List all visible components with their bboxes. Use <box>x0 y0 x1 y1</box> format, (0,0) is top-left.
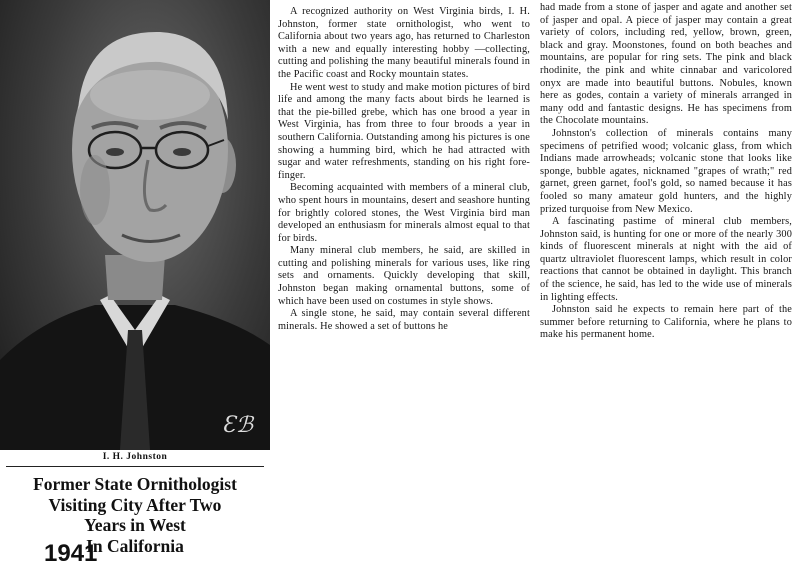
headline-line: Years in West <box>84 515 186 535</box>
article-column-1 <box>278 6 530 333</box>
paragraph: Becoming acquainted with members of a mineral club, who spent hours in mountains, desert and seashore hunting for brightly colored stones, the West Virginia bird man developed an enthusiasm for minerals almost equal to that for birds. <box>278 182 530 244</box>
paragraph: Johnston's collection of minerals contains many specimens of petrified wood; volcanic glass, from which Indians made arrowheads; volcanic stone that looks like sponge, bubble agates, nicknamed "grapes of wrath;" red garnet, green garnet, fool's gold, so named because it has fooled so many amateur gold hunters, and the highly prized turquoise from New Mexico. <box>540 127 792 215</box>
headline-line: In California <box>86 535 184 556</box>
svg-text:Ɛℬ: Ɛℬ <box>222 413 254 438</box>
article-column-2 <box>540 2 792 342</box>
headline <box>0 474 270 556</box>
portrait-photo <box>0 0 270 450</box>
photo-caption: I. H. Johnston <box>102 452 168 462</box>
paragraph: had made from a stone of jasper and agate and another set of jasper and opal. A piece of jasper may contain a great variety of colors, including red, yellow, brown, green, black and gray. Moonstones, found on both beaches and mountains, are popular for ring sets. The pink and black rhodinite, the pink and white cinnabar and varicolored onyx are made into beautiful buttons. Nobules, known here as godes, contain a variety of minerals arranged in many odd and fantastic designs. He has specimens from the Chocolate mountains. <box>540 2 792 127</box>
paragraph: A single stone, he said, may contain several different minerals. He showed a set of buttons he <box>278 308 530 332</box>
paragraph: Johnston said he expects to remain here part of the summer before returning to California, where he plans to make his permanent home. <box>540 304 792 341</box>
portrait-illustration <box>0 0 270 450</box>
paragraph: A recognized authority on West Virginia birds, I. H. Johnston, former state ornithologist, who went to California about two years ago, has returned to Charleston with a new and equally interesting hobby —collecting, cutting and polishing the many beautiful minerals found in the Pacific coast and Rocky mountain states. <box>278 6 530 80</box>
paragraph: Many mineral club members, he said, are skilled in cutting and polishing minerals for various uses, like ring sets and ornaments. Quickly developing that skill, Johnston began making ornamental buttons, some of which have been used on costumes in style shows. <box>278 245 530 307</box>
caption-divider <box>6 466 264 467</box>
year-label: 1941 <box>44 540 98 567</box>
headline-line: Visiting City After Two <box>48 494 222 515</box>
headline-line: Former State Ornithologist <box>33 474 237 494</box>
paragraph: A fascinating pastime of mineral club members, Johnston said, is hunting for one or more of the nearly 300 kinds of fluorescent minerals at night with the aid of quartz ultraviolet fluorescent lamps, which result in color reactions that cannot be obtained in daylight. This branch of the science, he said, has led to the wide use of minerals in lighting effects. <box>540 216 792 303</box>
paragraph: He went west to study and make motion pictures of bird life and among the many facts about birds he learned is that the pie-billed grebe, which has one brood a year in West Virginia, has from three to four broods a year in southern California. Outstanding among his pictures is one showing a humming bird, which he had attracted with sugar and water refreshments, standing on his right fore-finger. <box>278 81 530 181</box>
